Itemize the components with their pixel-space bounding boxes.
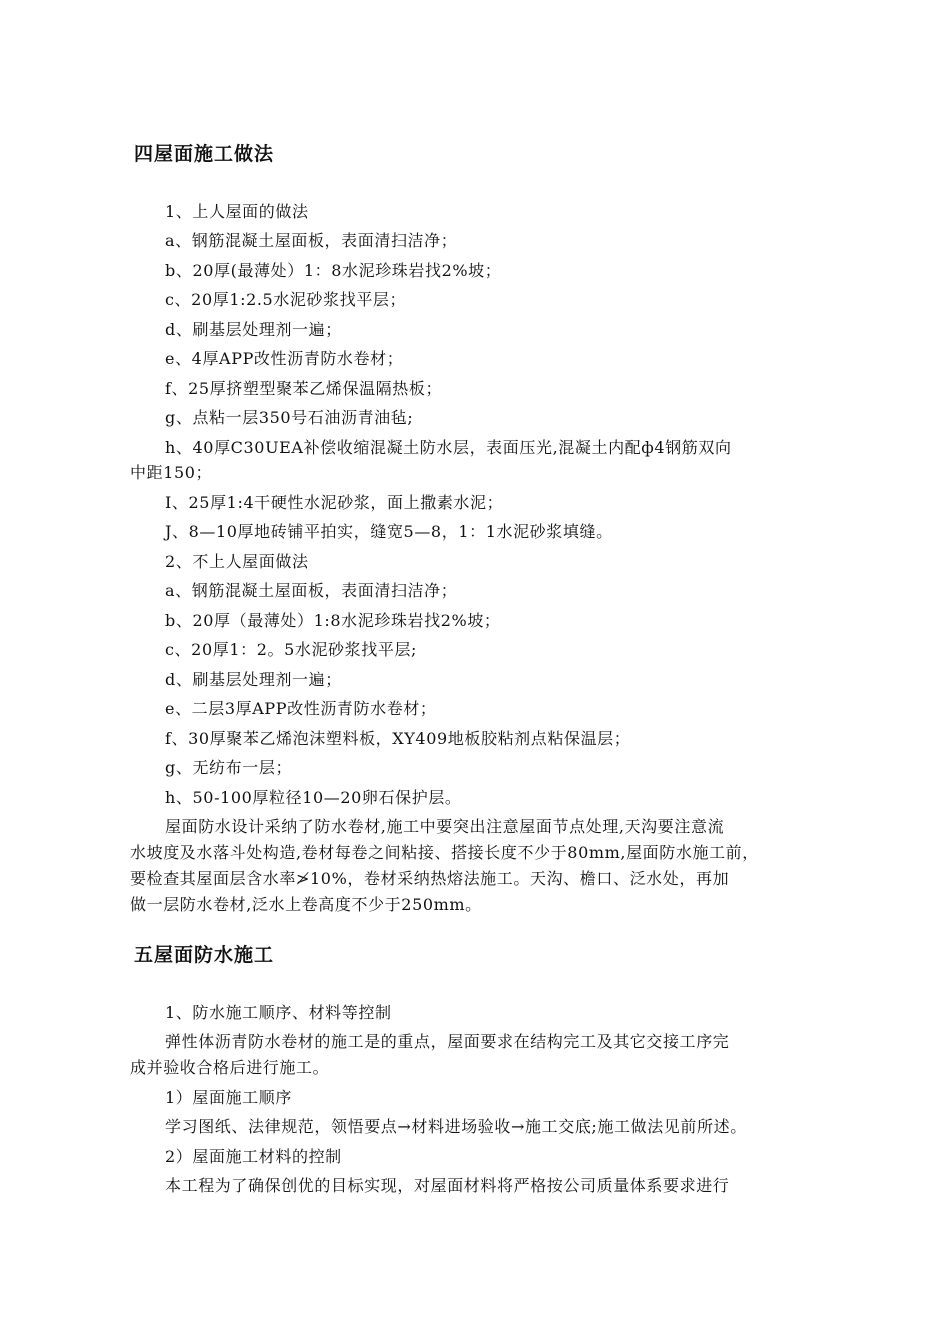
paragraph-line: 学习图纸、法律规范，领悟要点→材料进场验收→施工交底;施工做法见前所述。 (165, 1117, 747, 1136)
paragraph-line: 2）屋面施工材料的控制 (165, 1147, 342, 1166)
paragraph-line: a、钢筋混凝土屋面板，表面清扫洁净； (165, 231, 458, 250)
paragraph-line: e、4厚APP改性沥青防水卷材； (165, 349, 404, 368)
paragraph-line: f、25厚挤塑型聚苯乙烯保温隔热板； (165, 379, 443, 398)
paragraph-line: J、8—10厚地砖铺平拍实，缝宽5—8，1：1水泥砂浆填缝。 (165, 522, 613, 541)
paragraph-line: 成并验收合格后进行施工。 (130, 1058, 330, 1077)
paragraph-line: f、30厚聚苯乙烯泡沫塑料板，XY409地板胶粘剂点粘保温层； (165, 729, 631, 748)
paragraph-line: 弹性体沥青防水卷材的施工是的重点，屋面要求在结构完工及其它交接工序完 (165, 1032, 730, 1051)
paragraph-line: h、40厚C30UEA补偿收缩混凝土防水层，表面压光,混凝土内配ф4钢筋双向 (165, 438, 732, 457)
paragraph-line: I、25厚1:4干硬性水泥砂浆，面上撒素水泥； (165, 493, 504, 512)
paragraph-line: h、50-100厚粒径10—20卵石保护层。 (165, 788, 462, 807)
paragraph-line: a、钢筋混凝土屋面板，表面清扫洁净； (165, 581, 458, 600)
paragraph-line: 屋面防水设计采纳了防水卷材,施工中要突出注意屋面节点处理,天沟要注意流 (165, 817, 725, 836)
paragraph-line: 本工程为了确保创优的目标实现，对屋面材料将严格按公司质量体系要求进行 (165, 1176, 730, 1195)
paragraph-line: 中距150； (130, 463, 213, 482)
paragraph-line: b、20厚（最薄处）1:8水泥珍珠岩找2%坡； (165, 611, 501, 630)
section-4-heading: 四屋面施工做法 (134, 143, 275, 165)
paragraph-line: b、20厚(最薄处）1：8水泥珍珠岩找2%坡； (165, 261, 502, 280)
paragraph-line: d、刷基层处理剂一遍； (165, 320, 342, 339)
paragraph-line: 水坡度及水落斗处构造,卷材每卷之间粘接、搭接长度不少于80mm,屋面防水施工前， (130, 843, 759, 862)
paragraph-line: e、二层3厚APP改性沥青防水卷材； (165, 699, 437, 718)
paragraph-line: c、20厚1:2.5水泥砂浆找平层； (165, 290, 407, 309)
paragraph-line: 要检查其屋面层含水率≯10%，卷材采纳热熔法施工。天沟、檐口、泛水处，再加 (130, 869, 730, 888)
paragraph-line: 1、上人屋面的做法 (165, 202, 309, 221)
paragraph-line: g、点粘一层350号石油沥青油毡; (165, 408, 414, 427)
paragraph-line: g、无纺布一层； (165, 758, 293, 777)
paragraph-line: 1）屋面施工顺序 (165, 1088, 292, 1107)
paragraph-line: 1、防水施工顺序、材料等控制 (165, 1003, 392, 1022)
paragraph-line: d、刷基层处理剂一遍； (165, 670, 342, 689)
section-5-heading: 五屋面防水施工 (134, 944, 275, 966)
paragraph-line: 做一层防水卷材,泛水上卷高度不少于250mm。 (130, 895, 482, 914)
paragraph-line: 2、不上人屋面做法 (165, 552, 309, 571)
paragraph-line: c、20厚1：2。5水泥砂浆找平层; (165, 640, 418, 659)
